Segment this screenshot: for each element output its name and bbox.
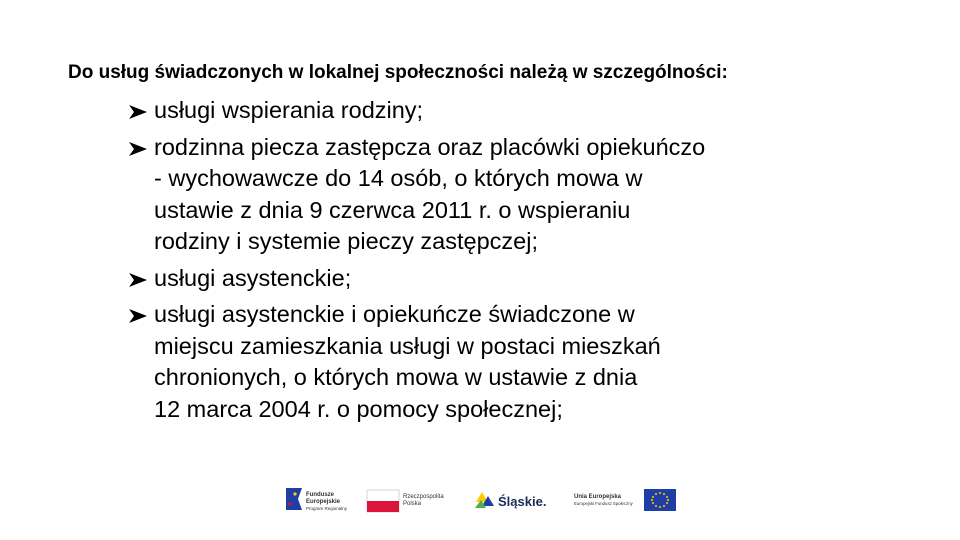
list-item [128,95,848,127]
arrow-bullet-icon [128,103,148,121]
list-item [128,263,848,295]
ue-line1: Unia Europejska [574,494,622,500]
list-item [128,132,848,258]
page-title: Do usług świadczonych w lokalnej społeczności należą w szczególności: [68,62,728,83]
list-item [128,299,848,425]
list-item-line: chronionych, o których mowa w ustawie z dnia [154,364,638,390]
fe-line3: Program Regionalny [306,506,348,511]
fe-line2: Europejskie [306,499,341,505]
fundusze-europejskie-logo [284,482,354,518]
slaskie-logo [472,482,562,518]
list-item-line: usługi asystenckie; [154,264,352,291]
unia-europejska-logo [572,482,678,518]
slaskie-text: Śląskie. [498,494,547,509]
list-item-line: rodziny i systemie pieczy zastępczej; [154,228,538,254]
list-item-line: rodzinna piecza zastępcza oraz placówki opiekuńczo [154,133,706,160]
arrow-bullet-icon [128,140,148,158]
list-item-line: miejscu zamieszkania usługi w postaci mieszkań [154,332,661,359]
services-list [128,95,848,430]
fe-line1: Fundusze [306,492,334,498]
funding-logos-bar [280,482,680,518]
list-item-line: 12 marca 2004 r. o pomocy społecznej; [154,395,563,422]
rp-line1: Rzeczpospolita [403,494,444,500]
rzeczpospolita-polska-logo [366,482,466,518]
list-item-line: - wychowawcze do 14 osób, o których mowa w [154,165,643,191]
rp-line2: Polska [403,501,422,507]
ue-line2: Europejski Fundusz Społeczny [574,501,633,506]
arrow-bullet-icon [128,307,148,325]
list-item-line: ustawie z dnia 9 czerwca 2011 r. o wspieraniu [154,196,631,223]
list-item-line: usługi asystenckie i opiekuńcze świadczone w [154,301,635,327]
list-item-line: usługi wspierania rodziny; [154,97,424,123]
arrow-bullet-icon [128,271,148,289]
